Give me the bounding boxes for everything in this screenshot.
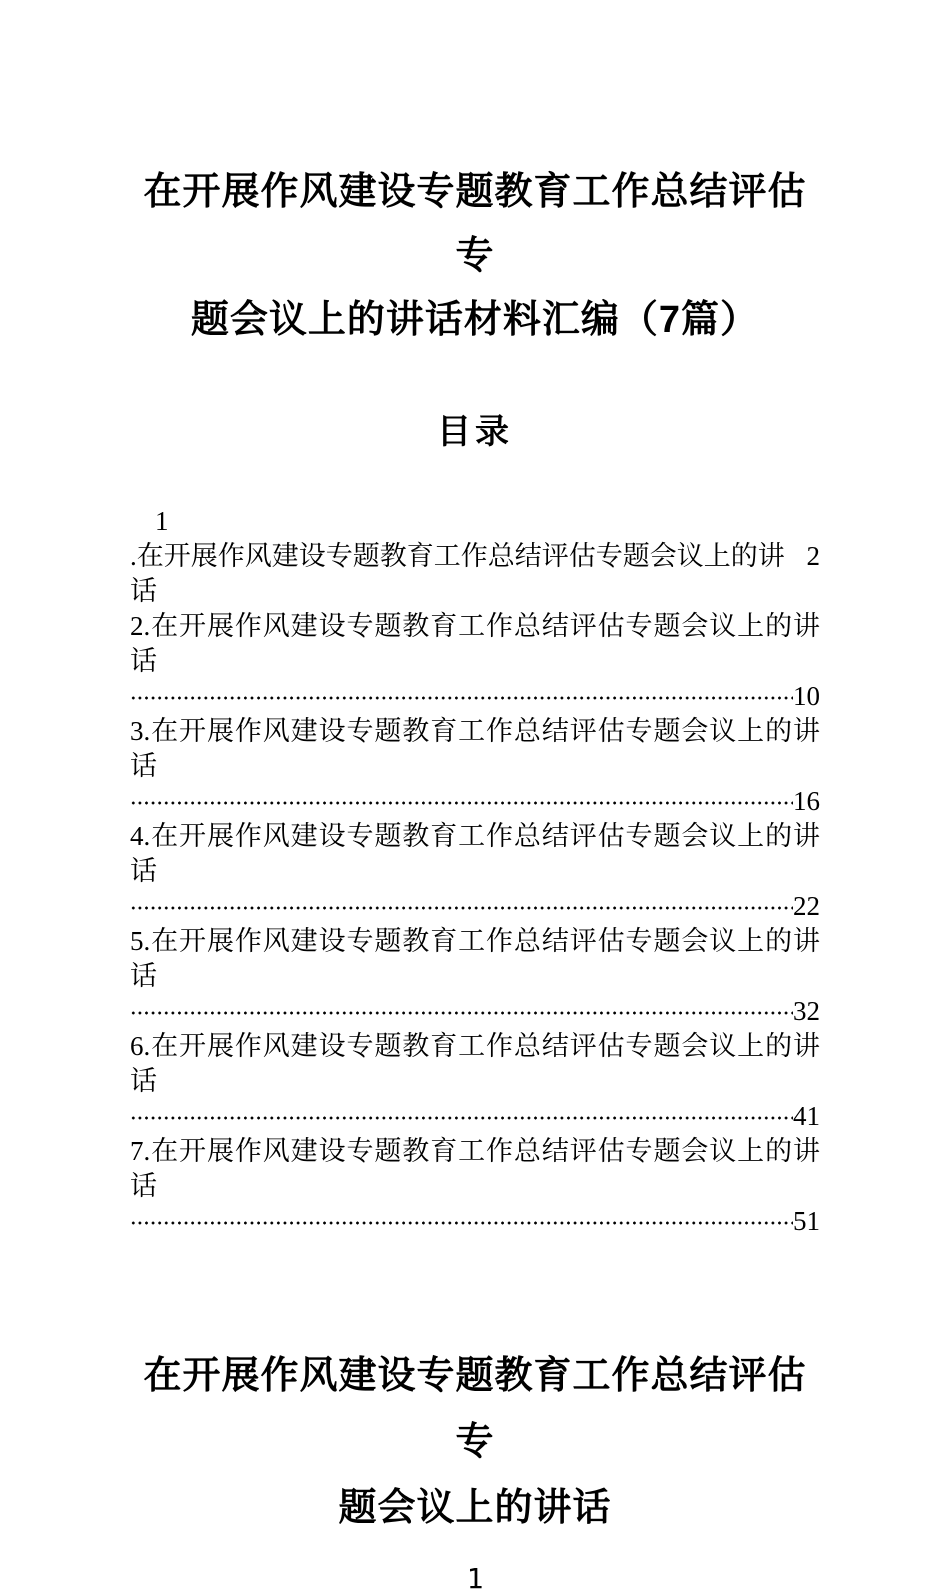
toc-entry-3-page: 16 — [793, 786, 820, 816]
toc-entry-7-page: 51 — [793, 1206, 820, 1236]
toc-leader-dots — [130, 1116, 793, 1120]
toc-entry-7-title: 7.在开展作风建设专题教育工作总结评估专题会议上的讲话 — [130, 1136, 820, 1201]
toc-entry-5-page: 32 — [793, 996, 820, 1026]
toc-entry-6[interactable] — [130, 1029, 820, 1134]
page-number: 1 — [466, 1562, 484, 1595]
toc-leader-dots — [130, 906, 793, 910]
document-title — [130, 160, 820, 352]
toc-entry-6-title: 6.在开展作风建设专题教育工作总结评估专题会议上的讲话 — [130, 1031, 820, 1096]
toc-entry-3[interactable] — [130, 714, 820, 819]
document-page — [0, 160, 950, 1595]
document-title-line-1: 在开展作风建设专题教育工作总结评估专 — [143, 171, 807, 277]
toc-leader-dots — [130, 801, 793, 805]
toc-entry-1[interactable] — [130, 504, 820, 609]
table-of-contents — [130, 504, 820, 1239]
toc-entry-6-page: 41 — [793, 1101, 820, 1131]
section-title-line-2: 题会议上的讲话 — [338, 1487, 612, 1529]
toc-entry-1-number: 1 — [155, 506, 169, 536]
toc-entry-7[interactable] — [130, 1134, 820, 1239]
toc-entry-5[interactable] — [130, 924, 820, 1029]
toc-entry-1-title: .在开展作风建设专题教育工作总结评估专题会议上的讲话 — [130, 541, 785, 606]
toc-entry-2-page: 10 — [793, 681, 820, 711]
toc-leader-dots — [130, 1221, 793, 1225]
toc-entry-3-title: 3.在开展作风建设专题教育工作总结评估专题会议上的讲话 — [130, 716, 820, 781]
toc-heading: 目录 — [437, 413, 513, 451]
toc-entry-4-page: 22 — [793, 891, 820, 921]
toc-entry-4-title: 4.在开展作风建设专题教育工作总结评估专题会议上的讲话 — [130, 821, 820, 886]
toc-leader-dots — [130, 696, 793, 700]
toc-entry-2-title: 2.在开展作风建设专题教育工作总结评估专题会议上的讲话 — [130, 611, 820, 676]
section-title-line-1: 在开展作风建设专题教育工作总结评估专 — [143, 1355, 807, 1463]
document-title-line-2: 题会议上的讲话材料汇编（7篇） — [190, 299, 760, 341]
toc-leader-dots — [130, 1011, 793, 1015]
toc-entry-5-title: 5.在开展作风建设专题教育工作总结评估专题会议上的讲话 — [130, 926, 820, 991]
toc-entry-2[interactable] — [130, 609, 820, 714]
toc-entry-1-page: 2 — [806, 541, 820, 571]
toc-entry-4[interactable] — [130, 819, 820, 924]
section-title — [130, 1343, 820, 1541]
